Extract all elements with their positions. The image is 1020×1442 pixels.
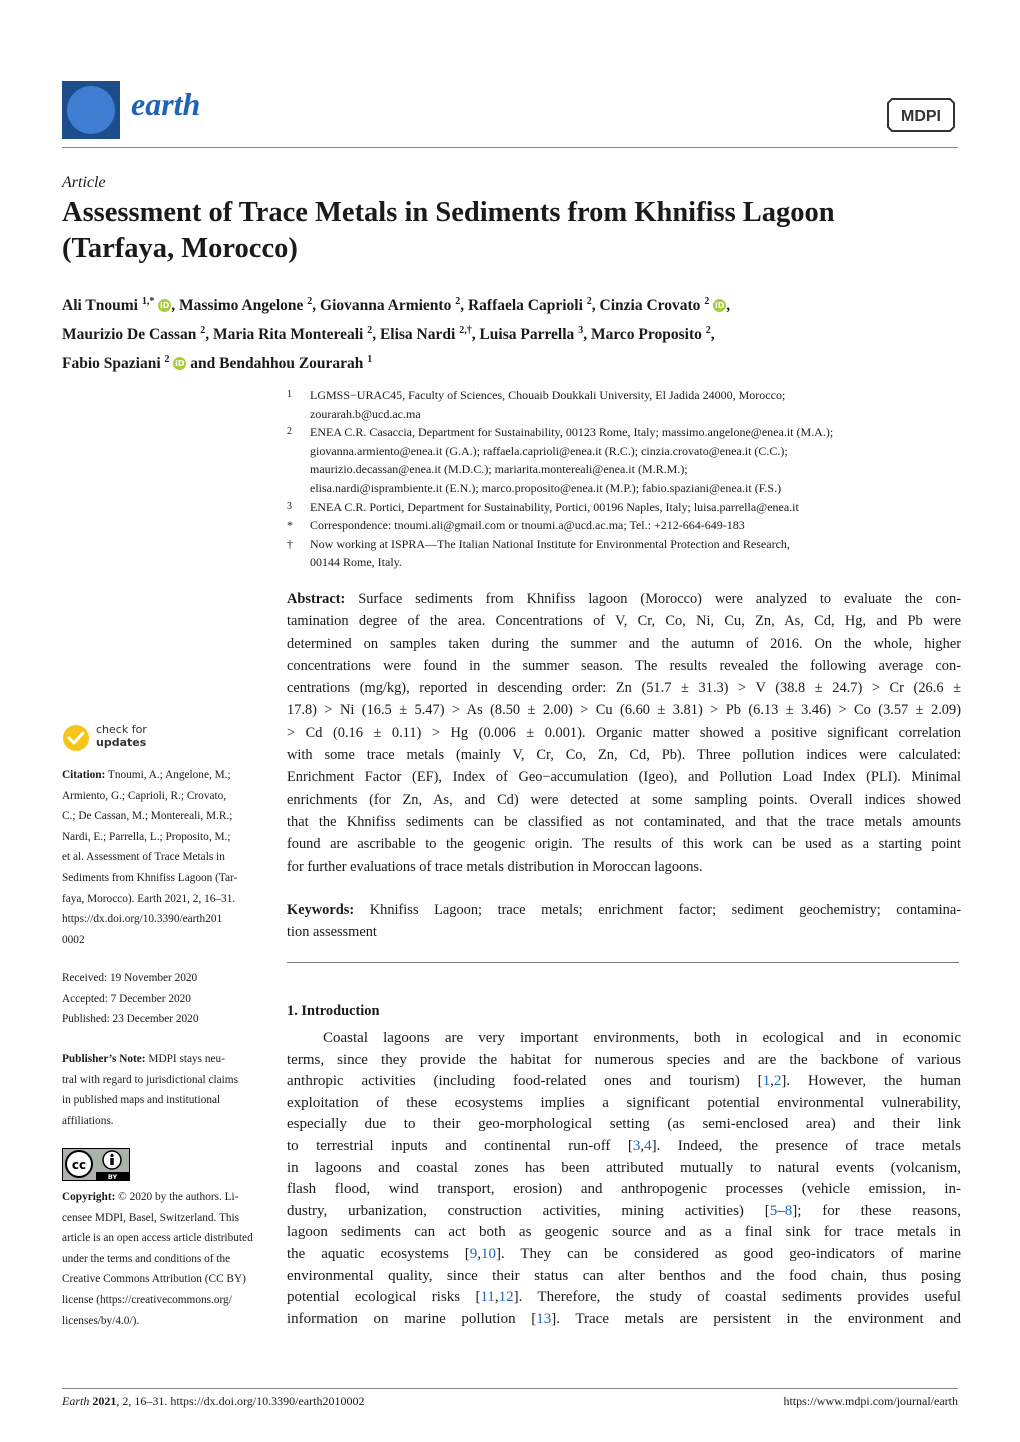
citation-line: et al. Assessment of Trace Metals in xyxy=(62,851,225,864)
author-affiliation-mark: 2 xyxy=(705,325,711,337)
affiliation-line: ENEA C.R. Portici, Department for Sustainability, Portici, 00196 Naples, Italy; luisa.parrella@enea.it xyxy=(310,499,799,514)
abstract-line: determined on samples taken during the summer and the autumn of 2016. On the whole, higher xyxy=(287,635,961,652)
check-for-updates-icon[interactable] xyxy=(62,724,90,752)
author-name[interactable]: Maria Rita Montereali xyxy=(212,326,364,344)
intro-line: lagoon sediments can act both as geogenic source and as a final sink for trace metals in xyxy=(287,1224,961,1241)
abstract-line: found are ascribable to the geogenic origin. The results of this work can be used as a starting point xyxy=(287,836,961,853)
affiliation-mark: * xyxy=(287,518,293,533)
intro-line: dustry, urbanization, construction activities, mining activities) [5–8]; for these reasons, xyxy=(287,1202,961,1219)
affiliation-mark: 3 xyxy=(287,500,292,512)
accepted-date: Accepted: 7 December 2020 xyxy=(62,992,191,1005)
publisher-note-line: in published maps and institutional xyxy=(62,1094,221,1107)
affiliation-item xyxy=(287,386,962,423)
affiliation-item xyxy=(287,516,962,535)
author-affiliation-mark: 2 xyxy=(704,296,710,307)
reference-link[interactable]: 12 xyxy=(498,1289,514,1306)
abstract-line: concentrations were found in the summer season. The results revealed the following average con- xyxy=(287,657,961,674)
introduction-text xyxy=(287,1028,961,1330)
affiliation-line: giovanna.armiento@enea.it (G.A.); raffaela.caprioli@enea.it (R.C.); cinzia.crovato@enea.it (C.C.); xyxy=(310,443,788,458)
abstract-line: Abstract: Surface sediments from Khnifiss lagoon (Morocco) were analyzed to evaluate the con- xyxy=(287,591,961,607)
intro-line: flash flood, wind transport, erosion) and anthropogenic processes (vehicle emission, in- xyxy=(287,1181,961,1198)
publisher-note-label: Publisher’s Note: xyxy=(62,1053,146,1065)
check-for-label: check for xyxy=(96,723,147,736)
affiliation-item xyxy=(287,423,962,497)
author-name[interactable]: Ali Tnoumi xyxy=(62,297,138,315)
intro-line: especially due to their geo-morphological setting (as semi-enclosed area) and their link xyxy=(287,1116,961,1133)
affiliations xyxy=(287,386,962,572)
publisher-note-line: Publisher’s Note: MDPI stays neu- xyxy=(62,1053,225,1065)
intro-line: terms, since they provide the habitat for numerous species and are the backbone of various xyxy=(287,1051,961,1068)
citation-line: Sediments from Khnifiss Lagoon (Tar- xyxy=(62,871,238,884)
copyright-notice xyxy=(62,1187,274,1331)
author-affiliation-mark: 2 xyxy=(200,325,206,337)
abstract-line: 17.8) > Ni (16.5 ± 5.47) > As (8.50 ± 2.00) > Cu (6.60 ± 3.81) > Pb (6.13 ± 3.46) > Co (3.57 ± 2.09) xyxy=(287,702,961,719)
abstract-line: Enrichment Factor (EF), Index of Geo−accumulation (Igeo), and Pollution Load Index (PLI). Minimal xyxy=(287,769,961,786)
reference-link[interactable]: 2 xyxy=(773,1073,782,1090)
affiliation-line: ENEA C.R. Casaccia, Department for Sustainability, 00123 Rome, Italy; massimo.angelone@enea.it (M.A.); xyxy=(310,425,834,440)
publication-dates xyxy=(62,968,198,1030)
reference-link[interactable]: 4 xyxy=(644,1137,652,1154)
abstract-line: for further evaluations of trace metals distribution in Moroccan lagoons. xyxy=(287,858,703,875)
author-name[interactable]: Raffaela Caprioli xyxy=(467,297,583,315)
author-affiliation-mark: 2 xyxy=(307,296,313,307)
orcid-icon[interactable]: iD xyxy=(714,301,725,311)
copyright-line: licenses/by/4.0/). xyxy=(62,1314,140,1327)
copyright-line: article is an open access article distributed xyxy=(62,1232,253,1245)
author-affiliation-mark: 1,* xyxy=(141,296,155,307)
cc-by-license-icon[interactable] xyxy=(62,1148,130,1181)
copyright-line: Copyright: © 2020 by the authors. Li- xyxy=(62,1191,239,1203)
intro-line: to terrestrial inputs and continental run-off [3,4]. Indeed, the presence of trace metals xyxy=(287,1137,961,1154)
abstract-label: Abstract: xyxy=(287,591,346,607)
affiliation-item xyxy=(287,498,962,517)
intro-line: anthropic activities (including food-related ones and tourism) [1,2]. However, the human xyxy=(287,1073,961,1090)
affiliation-line: 00144 Rome, Italy. xyxy=(310,555,402,570)
svg-text:MDPI: MDPI xyxy=(901,108,941,125)
author-affiliation-mark: 2 xyxy=(455,296,461,307)
footer-journal-url[interactable]: https://www.mdpi.com/journal/earth xyxy=(783,1394,958,1408)
section-divider xyxy=(287,962,959,963)
citation-line: https://dx.doi.org/10.3390/earth201 xyxy=(62,913,223,926)
affiliation-line: Now working at ISPRA—The Italian National Institute for Environmental Protection and Research, xyxy=(310,536,790,551)
author-affiliation-mark: 3 xyxy=(578,325,584,337)
author-affiliation-mark: 2 xyxy=(367,325,373,337)
earth-logo-icon xyxy=(67,86,115,134)
author-name[interactable]: Giovanna Armiento xyxy=(320,297,452,315)
orcid-icon[interactable]: iD xyxy=(175,359,185,369)
abstract-line: centrations (mg/kg), reported in descending order: Zn (51.7 ± 31.3) > V (38.8 ± 24.7) > Cr (26.6 ± xyxy=(287,680,961,697)
title-line: (Tarfaya, Morocco) xyxy=(62,233,298,264)
footer-year: 2021 xyxy=(92,1394,117,1408)
received-date: Received: 19 November 2020 xyxy=(62,972,198,984)
author-name[interactable]: Fabio Spaziani xyxy=(62,355,161,373)
author-affiliation-mark: 2,† xyxy=(459,325,472,337)
keywords-line: tion assessment xyxy=(287,924,377,941)
reference-link[interactable]: 5 xyxy=(769,1202,778,1219)
intro-line: exploitation of these ecosystems implies a significant potential environmental vulnerability, xyxy=(287,1094,961,1111)
abstract xyxy=(287,588,961,878)
abstract-line: tamination degree of the area. Concentrations of V, Cr, Co, Ni, Cu, Zn, As, Cd, Hg, and Pb were xyxy=(287,613,961,630)
intro-line: Coastal lagoons are very important environments, both in ecological and in economic xyxy=(323,1030,961,1046)
affiliation-mark: 1 xyxy=(287,389,292,400)
copyright-line: Creative Commons Attribution (CC BY) xyxy=(62,1273,246,1286)
author-name[interactable]: Elisa Nardi xyxy=(379,326,456,344)
author-name[interactable]: Cinzia Crovato xyxy=(599,297,701,315)
citation-line: faya, Morocco). Earth 2021, 2, 16–31. xyxy=(62,892,236,905)
author-line: Fabio Spaziani $^2$ iD and Bendahhou Zourarah $^1$ xyxy=(62,354,373,373)
title-line: Assessment of Trace Metals in Sediments from Khnifiss Lagoon xyxy=(62,197,835,228)
reference-link[interactable]: 10 xyxy=(480,1245,496,1262)
section-heading: 1. Introduction xyxy=(287,1003,380,1019)
citation-line: Nardi, E.; Parrella, L.; Proposito, M.; xyxy=(62,830,231,843)
intro-line: in lagoons and coastal zones has been attributed mutually to natural events (volcanism, xyxy=(287,1159,961,1176)
intro-line: information on marine pollution [13]. Trace metals are persistent in the environment and xyxy=(287,1310,961,1327)
citation-label: Citation: xyxy=(62,769,106,781)
affiliation-line: zourarah.b@ucd.ac.ma xyxy=(310,406,421,421)
svg-text:BY: BY xyxy=(107,1173,118,1181)
citation-block xyxy=(62,765,274,950)
footer-doi[interactable]: , 2, 16–31. https://dx.doi.org/10.3390/earth2010002 xyxy=(116,1394,365,1408)
publisher-note-line: tral with regard to jurisdictional claims xyxy=(62,1073,238,1086)
abstract-line: > Cd (0.16 ± 0.11) > Hg (0.006 ± 0.001). Organic matter showed a positive significant correlation xyxy=(287,724,961,741)
intro-line: the aquatic ecosystems [9,10]. They can be considered as good geo-indicators of marine xyxy=(287,1245,961,1262)
mdpi-logo-icon[interactable] xyxy=(886,97,956,133)
author-name[interactable]: Luisa Parrella xyxy=(479,326,575,344)
footer-citation xyxy=(62,1394,364,1409)
article-type: Article xyxy=(62,174,106,191)
affiliation-line: elisa.nardi@isprambiente.it (E.N.); marco.proposito@enea.it (M.P.); fabio.spaziani@enea.it (F.S.) xyxy=(310,480,782,495)
author-name[interactable]: Maurizio De Cassan xyxy=(62,326,197,344)
published-date: Published: 23 December 2020 xyxy=(62,1013,199,1026)
paper-title xyxy=(62,195,962,267)
copyright-line: license (https://creativecommons.org/ xyxy=(62,1293,232,1306)
citation-line: Armiento, G.; Caprioli, R.; Crovato, xyxy=(62,789,227,802)
updates-label: updates xyxy=(96,736,147,749)
intro-line: potential ecological risks [11,12]. Therefore, the study of coastal sediments provides useful xyxy=(287,1289,962,1306)
author-list xyxy=(62,289,962,376)
author-line: Ali Tnoumi $^{1,*}$ iD , Massimo Angelone $^2$, Giovanna Armiento $^2$, Raffaela Caprioli $^2$, Cinzia Crovato $^2$ iD , xyxy=(62,296,731,315)
orcid-icon[interactable]: iD xyxy=(160,301,170,311)
header-rule xyxy=(62,147,958,148)
author-affiliation-mark: 1 xyxy=(367,354,373,366)
reference-link[interactable]: 3 xyxy=(632,1137,641,1154)
svg-text:cc: cc xyxy=(71,1158,87,1172)
citation-line: Citation: Tnoumi, A.; Angelone, M.; xyxy=(62,769,231,781)
affiliation-line: LGMSS−URAC45, Faculty of Sciences, Chouaib Doukkali University, El Jadida 24000, Morocco; xyxy=(310,388,786,402)
reference-link[interactable]: 9 xyxy=(469,1245,478,1262)
citation-line: 0002 xyxy=(62,933,85,946)
journal-name[interactable]: earth xyxy=(131,86,201,122)
publisher-note-line: affiliations. xyxy=(62,1114,114,1127)
copyright-line: under the terms and conditions of the xyxy=(62,1252,231,1265)
affiliation-item xyxy=(287,535,962,572)
abstract-line: with some trace metals (mainly V, Cr, Co, Zn, Cd, Pb). Three pollution indices were calculated: xyxy=(287,747,961,764)
author-name[interactable]: Marco Proposito xyxy=(590,326,702,344)
affiliation-line: Correspondence: tnoumi.ali@gmail.com or tnoumi.a@ucd.ac.ma; Tel.: +212-664-649-183 xyxy=(310,518,745,533)
copyright-line: censee MDPI, Basel, Switzerland. This xyxy=(62,1211,240,1224)
author-name[interactable]: Massimo Angelone xyxy=(178,297,304,315)
author-affiliation-mark: 2 xyxy=(586,296,592,307)
intro-line: environmental quality, since their status can alter benthos and the food chain, thus posing xyxy=(287,1267,961,1284)
author-affiliation-mark: 2 xyxy=(164,354,170,366)
copyright-label: Copyright: xyxy=(62,1191,116,1203)
author-line: Maurizio De Cassan $^2$, Maria Rita Montereali $^2$, Elisa Nardi $^{2,\dagger}$, Luisa Parrella $^3$, Marco Proposito $^2$, xyxy=(62,325,715,344)
reference-link[interactable]: 1 xyxy=(762,1073,771,1090)
citation-line: C.; De Cassan, M.; Montereali, M.R.; xyxy=(62,810,233,823)
affiliation-line: maurizio.decassan@enea.it (M.D.C.); mariarita.montereali@enea.it (M.R.M.); xyxy=(310,462,688,477)
affiliation-mark: † xyxy=(287,536,293,551)
check-for-updates[interactable] xyxy=(96,723,147,749)
reference-link[interactable]: 11 xyxy=(480,1289,495,1306)
footer-journal: Earth xyxy=(62,1394,90,1408)
reference-link[interactable]: 13 xyxy=(536,1310,552,1327)
abstract-line: enrichments (for Zn, As, and Cd) were detected at some sampling points. Overall indices showed xyxy=(287,791,961,808)
reference-link[interactable]: 8 xyxy=(784,1202,793,1219)
keywords-label: Keywords: xyxy=(287,902,355,918)
abstract-line: that the Khnifiss sediments can be classified as not contaminated, and that the trace metals amounts xyxy=(287,813,961,830)
publisher-note xyxy=(62,1049,274,1131)
affiliation-mark: 2 xyxy=(287,426,292,438)
author-name[interactable]: Bendahhou Zourarah xyxy=(219,355,364,373)
keywords-line: Keywords: Khnifiss Lagoon; trace metals; enrichment factor; sediment geochemistry; contamina- xyxy=(287,902,961,918)
footer-rule xyxy=(62,1388,958,1389)
keywords xyxy=(287,899,961,944)
